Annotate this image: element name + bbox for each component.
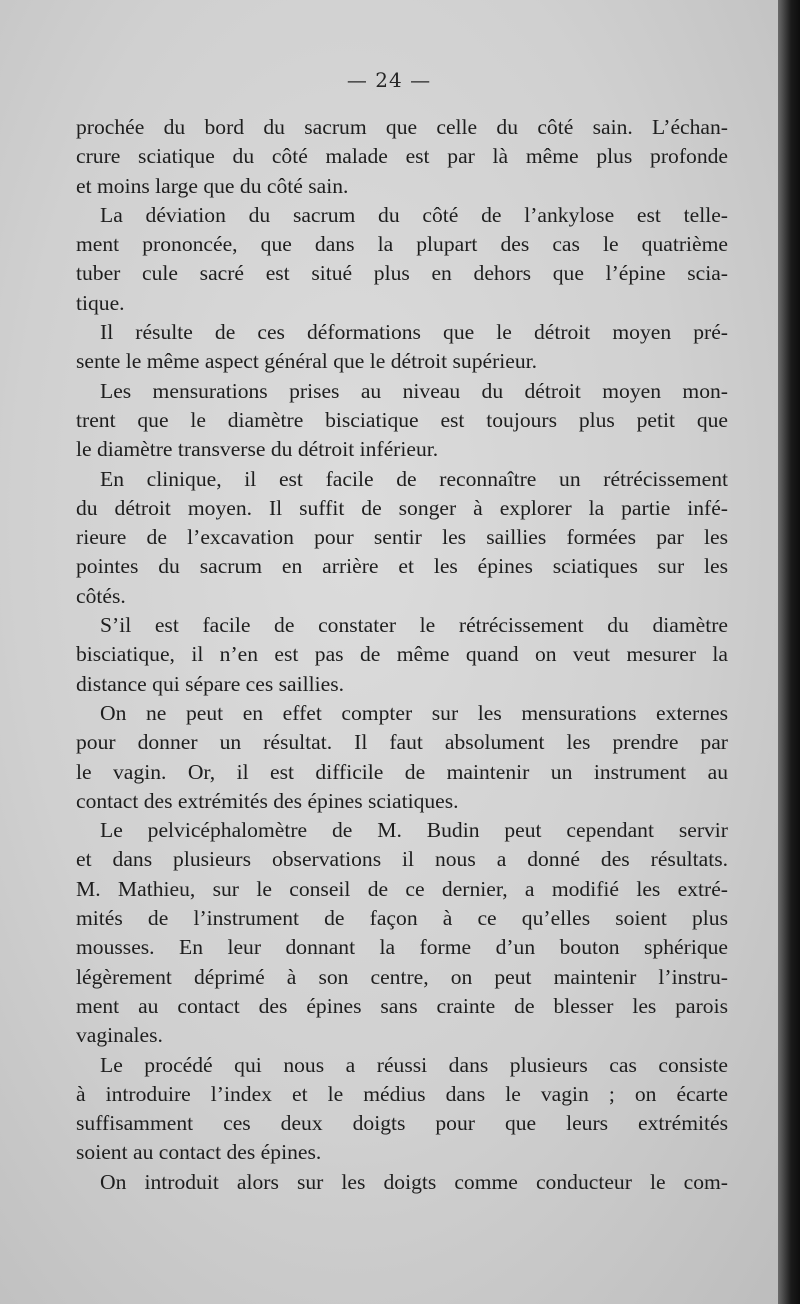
page-number: — 24 — bbox=[346, 68, 432, 92]
text-line: du détroit moyen. Il suffit de songer à explorer la partie infé- bbox=[76, 495, 728, 520]
paragraph bbox=[76, 465, 728, 611]
text-line: pointes du sacrum en arrière et les épines sciatiques sur les bbox=[76, 554, 728, 579]
text-line: tique. bbox=[76, 290, 125, 315]
text-line: rieure de l’excavation pour sentir les saillies formées par les bbox=[76, 525, 728, 550]
text-line: mités de l’instrument de façon à ce qu’elles soient plus bbox=[76, 906, 728, 931]
book-spine-shadow bbox=[778, 0, 800, 1304]
text-line: pour donner un résultat. Il faut absolument les prendre par bbox=[76, 730, 728, 755]
text-line: trent que le diamètre bisciatique est toujours plus petit que bbox=[76, 407, 728, 432]
text-line: ment prononcée, que dans la plupart des cas le quatrième bbox=[76, 232, 728, 257]
paragraph bbox=[76, 1051, 728, 1168]
paragraph bbox=[76, 816, 728, 1050]
text-line: légèrement déprimé à son centre, on peut maintenir l’instru- bbox=[76, 964, 728, 989]
text-line: S’il est facile de constater le rétrécissement du diamètre bbox=[100, 613, 728, 638]
text-line: à introduire l’index et le médius dans le vagin ; on écarte bbox=[76, 1081, 728, 1106]
paragraph bbox=[76, 377, 728, 465]
text-line: M. Mathieu, sur le conseil de ce dernier, a modifié les extré- bbox=[76, 876, 728, 901]
text-line: ment au contact des épines sans crainte de blesser les parois bbox=[76, 993, 728, 1018]
text-line: La déviation du sacrum du côté de l’ankylose est telle- bbox=[100, 202, 728, 227]
text-line: contact des extrémités des épines sciatiques. bbox=[76, 788, 459, 813]
paragraph bbox=[76, 699, 728, 816]
text-line: côtés. bbox=[76, 583, 126, 608]
body-text bbox=[76, 113, 728, 1197]
text-line: suffisamment ces deux doigts pour que leurs extrémités bbox=[76, 1111, 728, 1136]
paragraph bbox=[76, 318, 728, 377]
text-line: tuber cule sacré est situé plus en dehors que l’épine scia- bbox=[76, 261, 728, 286]
text-line: vaginales. bbox=[76, 1023, 163, 1048]
text-line: le diamètre transverse du détroit inférieur. bbox=[76, 437, 439, 462]
text-line: On ne peut en effet compter sur les mensurations externes bbox=[100, 700, 728, 725]
text-line: mousses. En leur donnant la forme d’un bouton sphérique bbox=[76, 935, 728, 960]
text-line: et moins large que du côté sain. bbox=[76, 173, 349, 198]
text-line: Le procédé qui nous a réussi dans plusieurs cas consiste bbox=[100, 1052, 728, 1077]
text-line: Le pelvicéphalomètre de M. Budin peut cependant servir bbox=[100, 818, 728, 843]
text-line: On introduit alors sur les doigts comme conducteur le com- bbox=[100, 1169, 728, 1194]
paragraph bbox=[76, 1168, 728, 1197]
text-line: bisciatique, il n’en est pas de même quand on veut mesurer la bbox=[76, 642, 728, 667]
text-line: crure sciatique du côté malade est par là même plus profonde bbox=[76, 144, 728, 169]
text-line: Les mensurations prises au niveau du détroit moyen mon- bbox=[100, 378, 728, 403]
text-line: et dans plusieurs observations il nous a donné des résultats. bbox=[76, 847, 728, 872]
text-line: soient au contact des épines. bbox=[76, 1140, 322, 1165]
text-line: le vagin. Or, il est difficile de maintenir un instrument au bbox=[76, 759, 728, 784]
text-line: prochée du bord du sacrum que celle du côté sain. L’échan- bbox=[76, 115, 728, 139]
text-line: En clinique, il est facile de reconnaître un rétrécissement bbox=[100, 466, 728, 491]
paragraph bbox=[76, 611, 728, 699]
paragraph bbox=[76, 113, 728, 201]
text-line: Il résulte de ces déformations que le détroit moyen pré- bbox=[100, 320, 728, 345]
text-line: distance qui sépare ces saillies. bbox=[76, 671, 345, 696]
text-line: sente le même aspect général que le détroit supérieur. bbox=[76, 349, 538, 374]
paragraph bbox=[76, 201, 728, 318]
